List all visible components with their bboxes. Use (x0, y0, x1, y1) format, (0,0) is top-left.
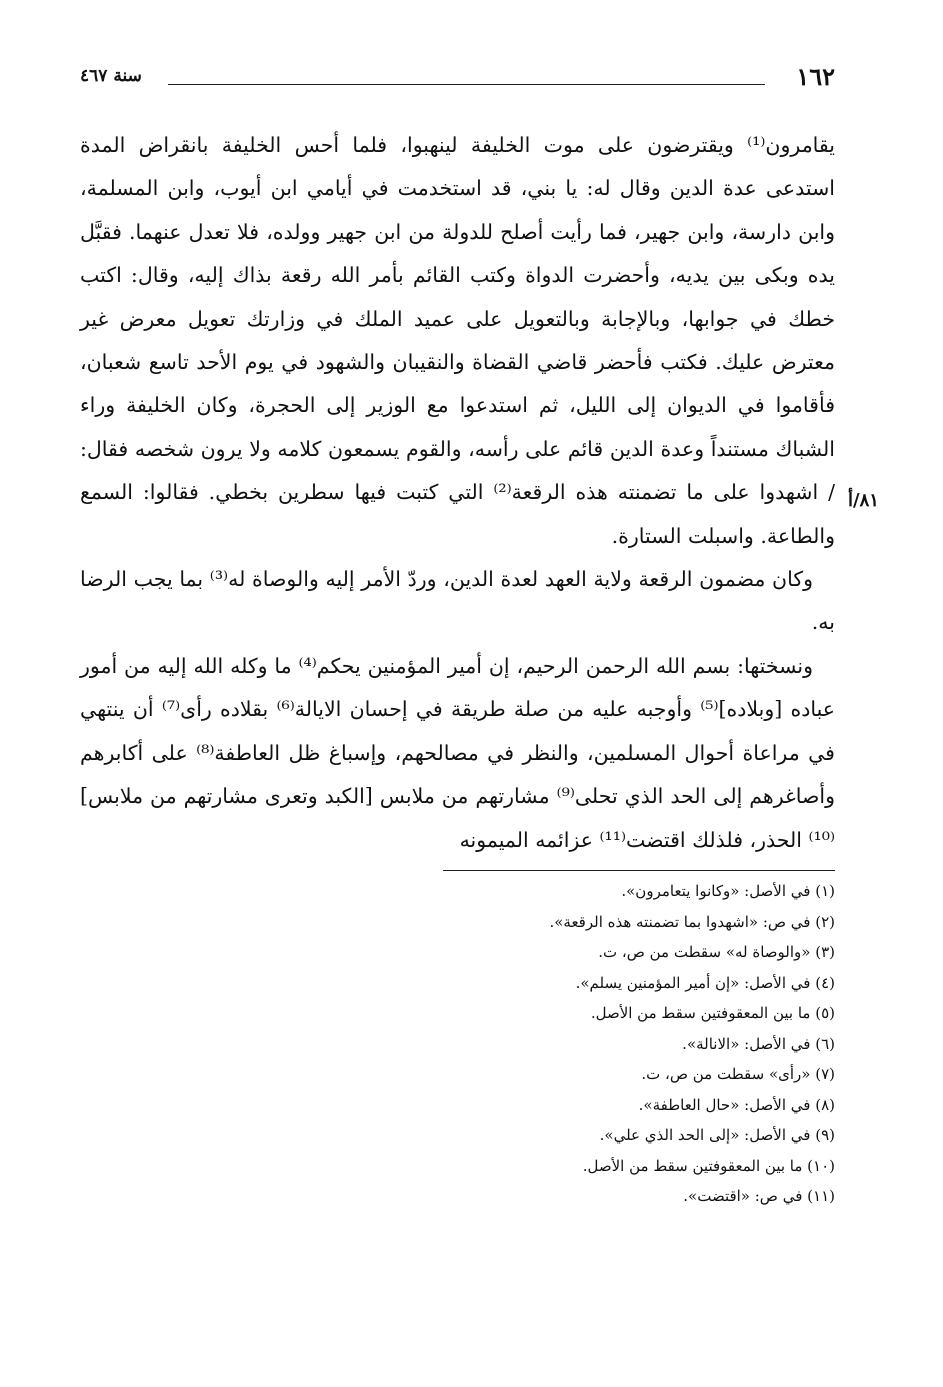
paragraph-1: يقامرون⁽¹⁾ ويقترضون على موت الخليفة لينهبوا، فلما أحس الخليفة بانقراض المدة استدعى عدة الدين وقال له: يا بني، قد استخدمت في أيامي ابن أيوب، وابن المسلمة، وابن دارسة، وابن جهير، فما رأيت أصلح للدولة من ابن جهير وولده، فلا تعدل عنهما. فقبَّل يده وبكى بين يديه، وأحضرت الدواة وكتب القائم بأمر الله رقعة بذاك إليه، وقال: اكتب خطك في جوابها، وبالإجابة وبالتعويل على عميد الملك في وزارتك تعويل معرض غير معترض عليك. فكتب فأحضر قاضي القضاة والنقيبان والشهود في يوم الأحد تاسع شعبان، فأقاموا في الديوان إلى الليل، ثم استدعوا مع الوزير إلى الحجرة، وكان الخليفة وراء الشباك مستنداً وعدة الدين قائم على رأسه، والقوم يسمعون كلامه ولا يرون شخصه فقال: / اشهدوا على ما تضمنته هذه الرقعة⁽²⁾ التي كتبت فيها سطرين بخطي. فقالوا: السمع والطاعة. واسبلت الستارة. (80, 133, 835, 548)
page-number: ١٦٢ (796, 62, 835, 91)
header-rule (168, 84, 765, 85)
footnotes-list (80, 876, 835, 1212)
page-header (80, 62, 835, 96)
footnote-5: (٥) ما بين المعقوفتين سقط من الأصل. (590, 1004, 835, 1022)
footnote-9: (٩) في الأصل: «إلى الحد الذي علي». (599, 1126, 835, 1144)
footnote-4: (٤) في الأصل: «إن أمير المؤمنين يسلم». (575, 973, 835, 992)
footnote-3: (٣) «والوصاة له» سقطت من ص، ت. (598, 943, 835, 961)
footnote-separator (443, 870, 835, 871)
main-body-text (80, 124, 835, 862)
footnote-7: (٧) «رأى» سقطت من ص، ت. (641, 1065, 835, 1083)
footnote-2: (٢) في ص: «اشهدوا بما تضمنته هذه الرقعة». (549, 912, 835, 931)
paragraph-2: وكان مضمون الرقعة ولاية العهد لعدة الدين، وردّ الأمر إليه والوصاة له⁽³⁾ بما يجب الرضا به. (80, 567, 835, 635)
running-title-year: سنة ٤٦٧ (80, 66, 142, 86)
footnote-6: (٦) في الأصل: «الانالة». (682, 1034, 835, 1053)
manuscript-folio-marker: ٨١/أ (848, 490, 879, 511)
footnote-10: (١٠) ما بين المعقوفتين سقط من الأصل. (582, 1156, 835, 1175)
footnote-8: (٨) في الأصل: «حال العاطفة». (638, 1095, 835, 1114)
footnote-11: (١١) في ص: «اقتضت». (683, 1187, 835, 1205)
paragraph-3: ونسختها: بسم الله الرحمن الرحيم، إن أمير المؤمنين يحكم⁽⁴⁾ ما وكله الله إليه من أمور عباده [وبلاده]⁽⁵⁾ وأوجبه عليه من صلة طريقة في إحسان الايالة⁽⁶⁾ بقلاده رأى⁽⁷⁾ أن ينتهي في مراعاة أحوال المسلمين، والنظر في مصالحهم، وإسباغ ظل العاطفة⁽⁸⁾ على أكابرهم وأصاغرهم إلى الحد الذي تحلى⁽⁹⁾ مشارتهم من ملابس [الكبد وتعرى مشارتهم من ملابس]⁽¹⁰⁾ الحذر، فلذلك اقتضت⁽¹¹⁾ عزائمه الميمونه (80, 653, 836, 852)
footnote-1: (١) في الأصل: «وكانوا يتعامرون». (621, 882, 835, 900)
